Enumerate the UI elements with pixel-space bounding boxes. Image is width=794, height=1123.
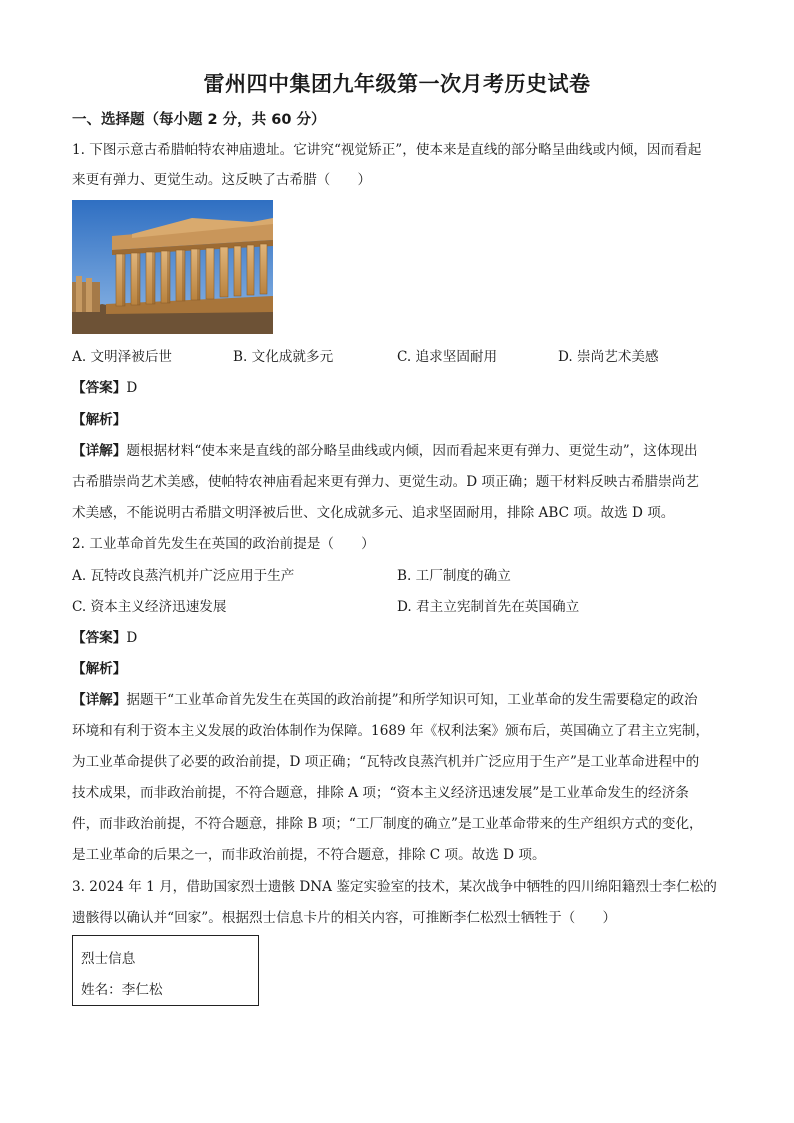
question-2-option-d: D. 君主立宪制首先在英国确立 [397, 599, 580, 615]
question-2-detail-line-2: 环境和有利于资本主义发展的政治体制作为保障。1689 年《权利法案》颁布后，英国确立了君主立宪制， [72, 723, 710, 739]
question-2-analysis-tag: 【解析】 [72, 661, 127, 677]
answer-tag: 【答案】 [72, 630, 127, 646]
question-1-option-c: C. 追求坚固耐用 [397, 349, 498, 365]
question-1-detail-line-2: 古希腊崇尚艺术美感，使帕特农神庙看起来更有弹力、更觉生动。D 项正确；题干材料反映古希腊崇尚艺 [72, 474, 699, 490]
question-2-answer [72, 628, 137, 648]
question-2-stem: 2. 工业革命首先发生在英国的政治前提是（ ） [72, 536, 375, 552]
detail-text: 题根据材料“使本来是直线的部分略呈曲线或内倾，因而看起来更有弹力、更觉生动”，这体现出 [126, 443, 698, 459]
card-title: 烈士信息 [81, 951, 136, 967]
question-2-detail-line-4: 技术成果，而非政治前提，不符合题意，排除 A 项；“资本主义经济迅速发展”是工业革命发生的经济条 [72, 785, 689, 801]
answer-tag: 【答案】 [72, 380, 127, 396]
question-2-option-c: C. 资本主义经济迅速发展 [72, 599, 227, 615]
question-1-detail-line-3: 术美感，不能说明古希腊文明泽被后世、文化成就多元、追求坚固耐用，排除 ABC 项。故选 D 项。 [72, 505, 675, 521]
answer-value: D [126, 630, 138, 646]
question-1-analysis-tag: 【解析】 [72, 412, 127, 428]
detail-text: 据题干“工业革命首先发生在英国的政治前提”和所学知识可知，工业革命的发生需要稳定的政治 [126, 692, 698, 708]
page-title: 雷州四中集团九年级第一次月考历史试卷 [203, 72, 591, 96]
card-name: 姓名：李仁松 [81, 982, 163, 998]
question-3-stem-line-2: 遗骸得以确认并“回家”。根据烈士信息卡片的相关内容，可推断李仁松烈士牺牲于（ ） [72, 910, 617, 926]
question-1-stem-line-1: 1. 下图示意古希腊帕特农神庙遗址。它讲究“视觉矫正”，使本来是直线的部分略呈曲线或内倾，因而看起 [72, 142, 702, 158]
section-heading: 一、选择题（每小题 2 分，共 60 分） [72, 112, 326, 128]
question-1-option-d: D. 崇尚艺术美感 [558, 349, 659, 365]
parthenon-image [72, 200, 273, 334]
question-2-detail-line-3: 为工业革命提供了必要的政治前提，D 项正确；“瓦特改良蒸汽机并广泛应用于生产”是工业革命进程中的 [72, 754, 700, 770]
question-1-detail-line-1 [72, 441, 698, 461]
question-2-detail-line-5: 件，而非政治前提，不符合题意，排除 B 项；“工厂制度的确立”是工业革命带来的生产组织方式的变化， [72, 816, 703, 832]
detail-tag: 【详解】 [72, 443, 127, 459]
detail-tag: 【详解】 [72, 692, 127, 708]
question-1-option-b: B. 文化成就多元 [233, 349, 334, 365]
question-1-option-a: A. 文明泽被后世 [72, 349, 173, 365]
martyr-info-card [72, 935, 259, 1006]
answer-value: D [126, 380, 138, 396]
question-2-option-b: B. 工厂制度的确立 [397, 568, 511, 584]
question-1-answer [72, 378, 137, 398]
question-2-detail-line-1 [72, 690, 698, 710]
question-2-detail-line-6: 是工业革命的后果之一，而非政治前提，不符合题意，排除 C 项。故选 D 项。 [72, 847, 546, 863]
parthenon-photo [72, 200, 273, 334]
question-3-stem-line-1: 3. 2024 年 1 月，借助国家烈士遗骸 DNA 鉴定实验室的技术，某次战争中牺牲的四川绵阳籍烈士李仁松的 [72, 879, 717, 895]
question-2-option-a: A. 瓦特改良蒸汽机并广泛应用于生产 [72, 568, 295, 584]
question-1-stem-line-2: 来更有弹力、更觉生动。这反映了古希腊（ ） [72, 172, 372, 188]
